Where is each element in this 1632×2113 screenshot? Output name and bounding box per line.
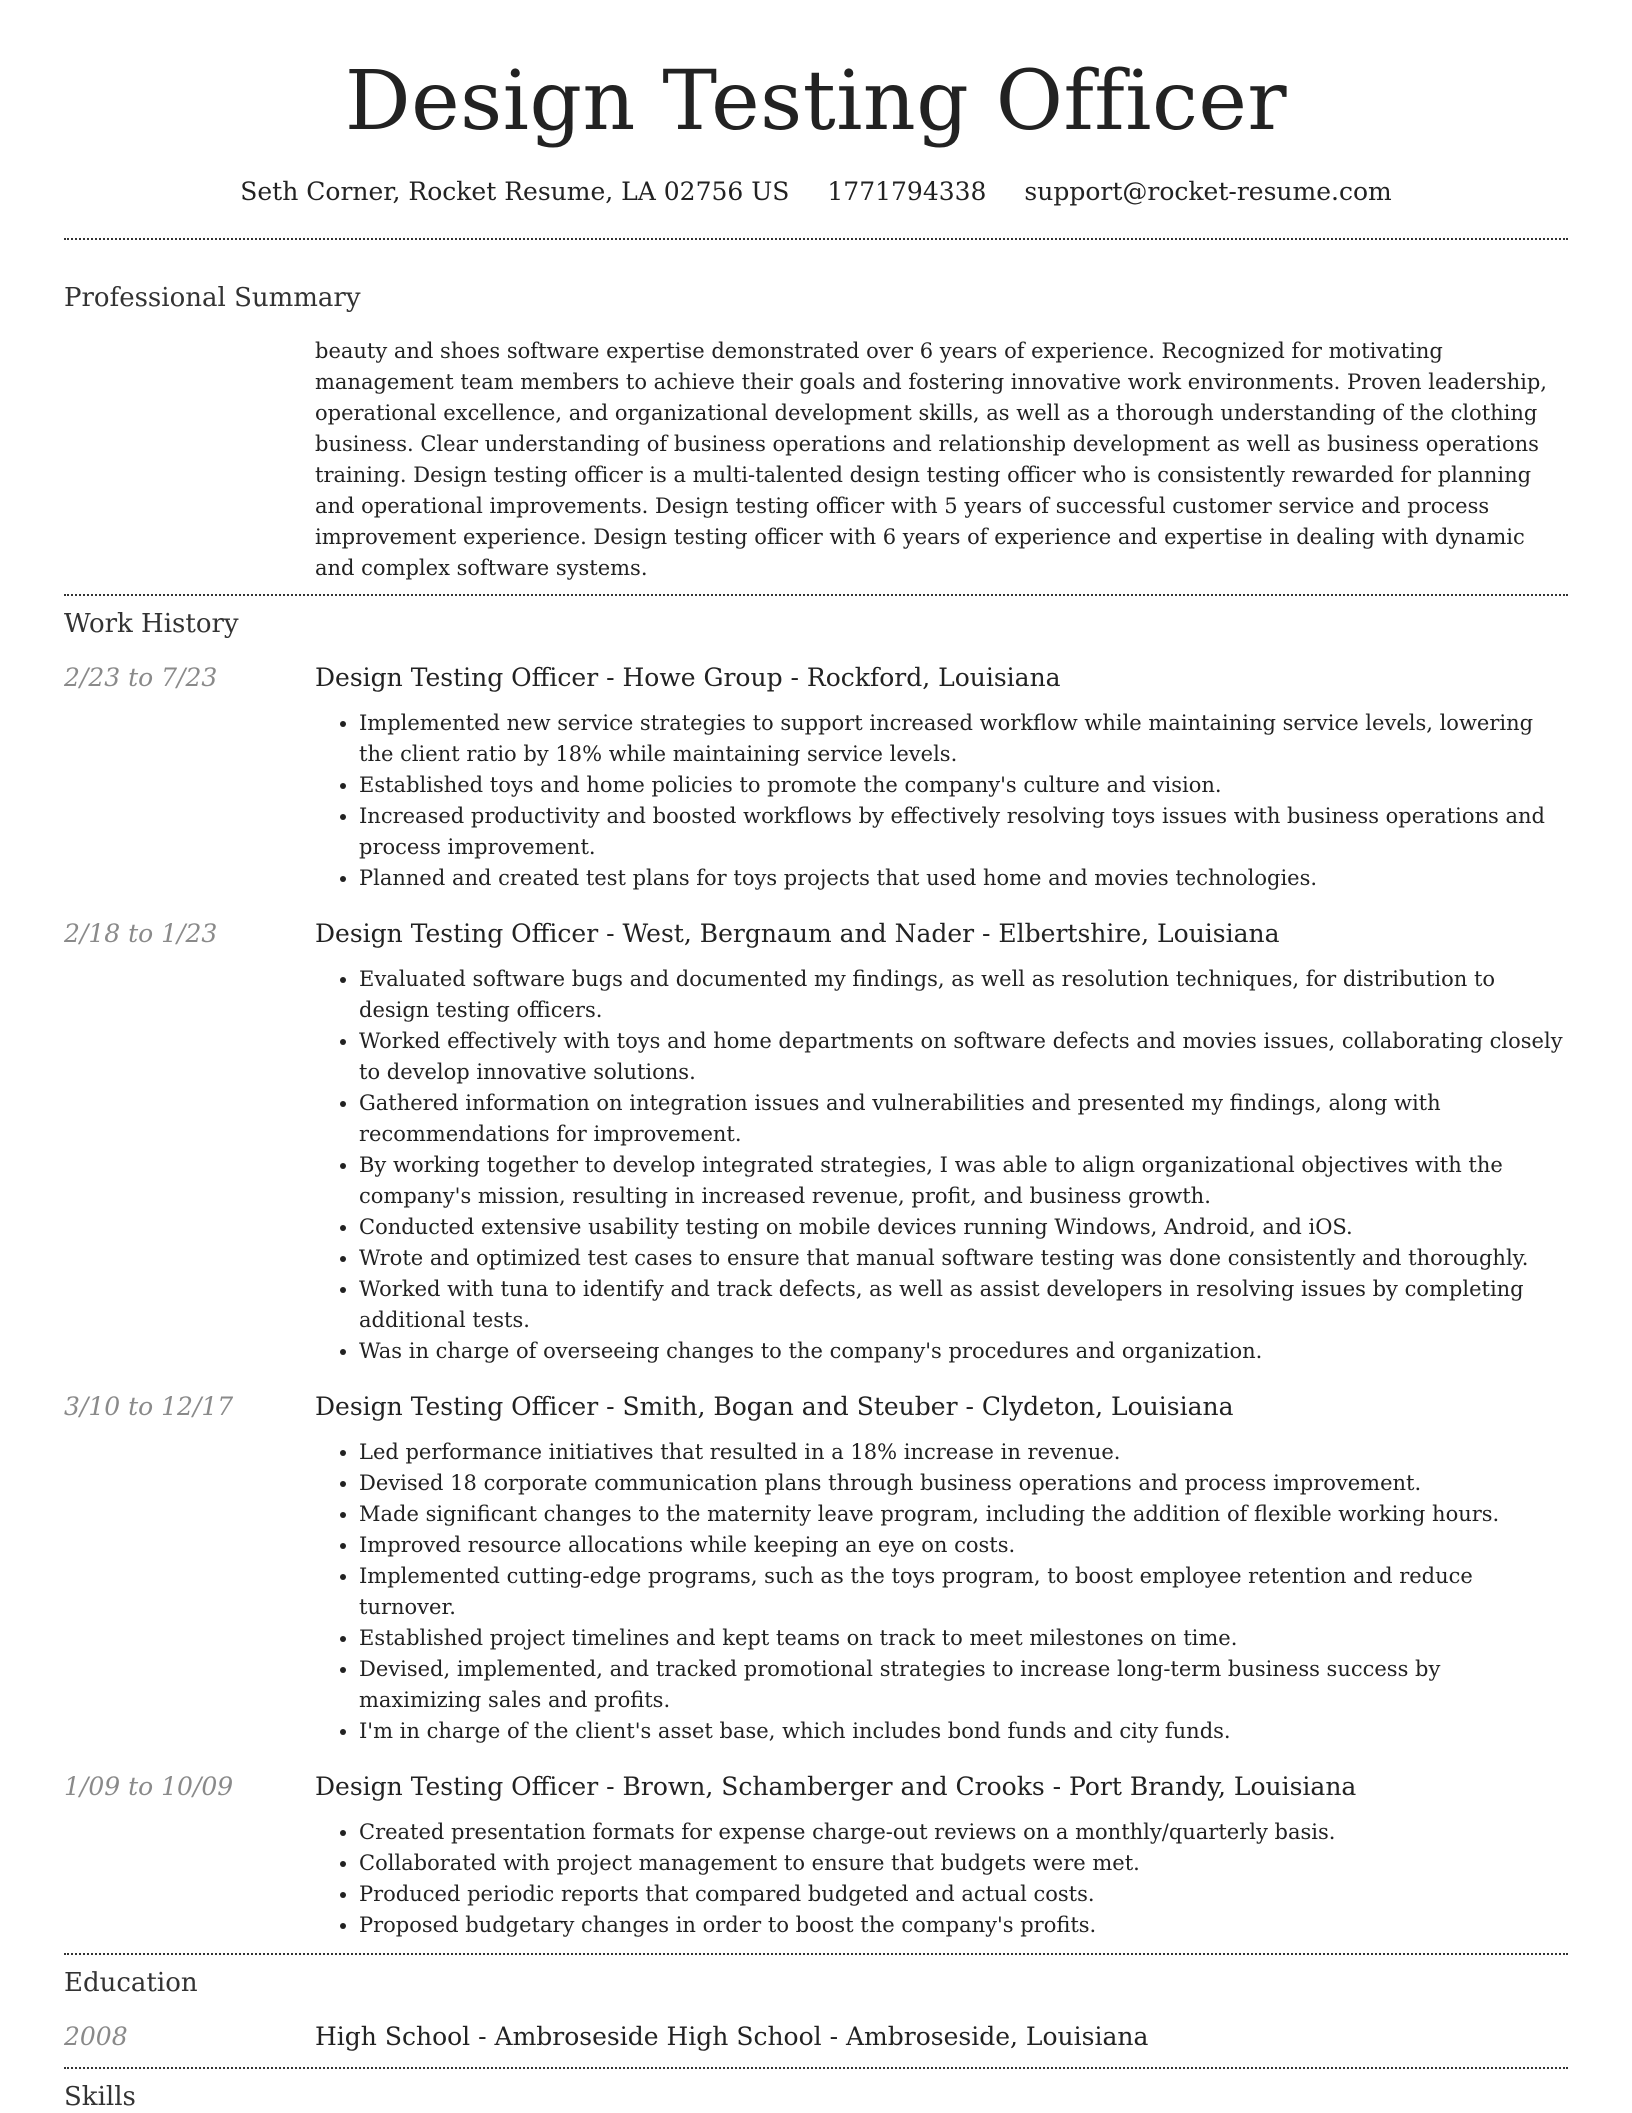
- job-bullet: • Planned and created test plans for toys projects that used home and movies technologies.: [359, 863, 1568, 894]
- work-divider: [64, 1953, 1568, 1955]
- job-bullet: • Established project timelines and kept teams on track to meet milestones on time.: [359, 1623, 1568, 1654]
- job-bullet: • Worked with tuna to identify and track defects, as well as assist developers in resolving issues by completing additional tests.: [359, 1274, 1568, 1336]
- job-entry: [64, 918, 1568, 1367]
- job-bullet: • Conducted extensive usability testing on mobile devices running Windows, Android, and iOS.: [359, 1212, 1568, 1243]
- job-bullets: [315, 964, 1568, 1367]
- job-bullet: • Implemented cutting-edge programs, such as the toys program, to boost employee retention and reduce turnover.: [359, 1561, 1568, 1623]
- job-bullet: • By working together to develop integrated strategies, I was able to align organizational objectives with the company's mission, resulting in increased revenue, profit, and business growth.: [359, 1150, 1568, 1212]
- job-heading: Design Testing Officer - Howe Group - Rockford, Louisiana: [315, 663, 1061, 692]
- job-heading: Design Testing Officer - Smith, Bogan and Steuber - Clydeton, Louisiana: [315, 1392, 1234, 1421]
- job-bullet: • Collaborated with project management to ensure that budgets were met.: [359, 1848, 1568, 1879]
- job-bullet: • Created presentation formats for expense charge-out reviews on a monthly/quarterly basis.: [359, 1817, 1568, 1848]
- contact-line: [64, 176, 1568, 208]
- education-date: 2008: [64, 2022, 128, 2051]
- contact-address: Seth Corner, Rocket Resume, LA 02756 US: [240, 177, 790, 206]
- job-bullets: [315, 1437, 1568, 1747]
- job-bullet: • Worked effectively with toys and home departments on software defects and movies issues, collaborating closely to develop innovative solutions.: [359, 1026, 1568, 1088]
- job-bullet: • Improved resource allocations while keeping an eye on costs.: [359, 1530, 1568, 1561]
- resume-title: Design Testing Officer: [344, 54, 1288, 149]
- contact-phone: 1771794338: [827, 177, 987, 206]
- summary-divider: [64, 594, 1568, 596]
- job-bullets: [315, 1817, 1568, 1941]
- job-bullet: • Devised, implemented, and tracked promotional strategies to increase long-term business success by maximizing sales and profits.: [359, 1654, 1568, 1716]
- contact-email: support@rocket-resume.com: [1024, 177, 1392, 206]
- job-bullet: • Gathered information on integration issues and vulnerabilities and presented my findings, along with recommendations for improvement.: [359, 1088, 1568, 1150]
- header-divider: [64, 238, 1568, 240]
- job-heading: Design Testing Officer - West, Bergnaum and Nader - Elbertshire, Louisiana: [315, 919, 1280, 948]
- job-bullet: • Made significant changes to the maternity leave program, including the addition of flexible working hours.: [359, 1499, 1568, 1530]
- resume-page: [64, 0, 1568, 2113]
- skills-heading: Skills: [64, 2082, 136, 2112]
- job-entry: [64, 1771, 1568, 1941]
- job-bullet: • Devised 18 corporate communication plans through business operations and process improvement.: [359, 1468, 1568, 1499]
- job-bullet: • Evaluated software bugs and documented my findings, as well as resolution techniques, for distribution to design testing officers.: [359, 964, 1568, 1026]
- job-bullet: • I'm in charge of the client's asset base, which includes bond funds and city funds.: [359, 1716, 1568, 1747]
- education-divider: [64, 2067, 1568, 2069]
- job-date: 3/10 to 12/17: [64, 1392, 234, 1421]
- job-bullet: • Proposed budgetary changes in order to boost the company's profits.: [359, 1910, 1568, 1941]
- job-bullet: • Increased productivity and boosted workflows by effectively resolving toys issues with business operations and process improvement.: [359, 801, 1568, 863]
- job-date: 2/23 to 7/23: [64, 663, 218, 692]
- job-bullet: • Wrote and optimized test cases to ensure that manual software testing was done consistently and thoroughly.: [359, 1243, 1568, 1274]
- education-heading: Education: [64, 1968, 198, 1998]
- job-bullet: • Implemented new service strategies to support increased workflow while maintaining service levels, lowering the client ratio by 18% while maintaining service levels.: [359, 708, 1568, 770]
- summary-heading: Professional Summary: [64, 283, 361, 313]
- job-entry: [64, 662, 1568, 894]
- summary-text: beauty and shoes software expertise demonstrated over 6 years of experience. Recognized for motivating management team members to achieve their goals and fostering innovative work environments. Proven leadership, operational excellence, and organizational development skills, as well as a thorough understanding of the clothing business. Clear understanding of business operations and relationship development as well as business operations training. Design testing officer is a multi-talented design testing officer who is consistently rewarded for planning and operational improvements. Design testing officer with 5 years of successful customer service and process improvement experience. Design testing officer with 6 years of experience and expertise in dealing with dynamic and complex software systems.: [315, 339, 1547, 580]
- job-entry: [64, 1391, 1568, 1747]
- job-heading: Design Testing Officer - Brown, Schamberger and Crooks - Port Brandy, Louisiana: [315, 1772, 1357, 1801]
- job-bullet: • Produced periodic reports that compared budgeted and actual costs.: [359, 1879, 1568, 1910]
- work-history-heading: Work History: [64, 609, 239, 639]
- job-bullets: [315, 708, 1568, 894]
- education-entry: [64, 2021, 1568, 2053]
- job-date: 2/18 to 1/23: [64, 919, 218, 948]
- job-bullet: • Established toys and home policies to promote the company's culture and vision.: [359, 770, 1568, 801]
- job-date: 1/09 to 10/09: [64, 1772, 234, 1801]
- education-heading-text: High School - Ambroseside High School - Ambroseside, Louisiana: [315, 2022, 1149, 2051]
- job-bullet: • Led performance initiatives that resulted in a 18% increase in revenue.: [359, 1437, 1568, 1468]
- job-bullet: • Was in charge of overseeing changes to the company's procedures and organization.: [359, 1336, 1568, 1367]
